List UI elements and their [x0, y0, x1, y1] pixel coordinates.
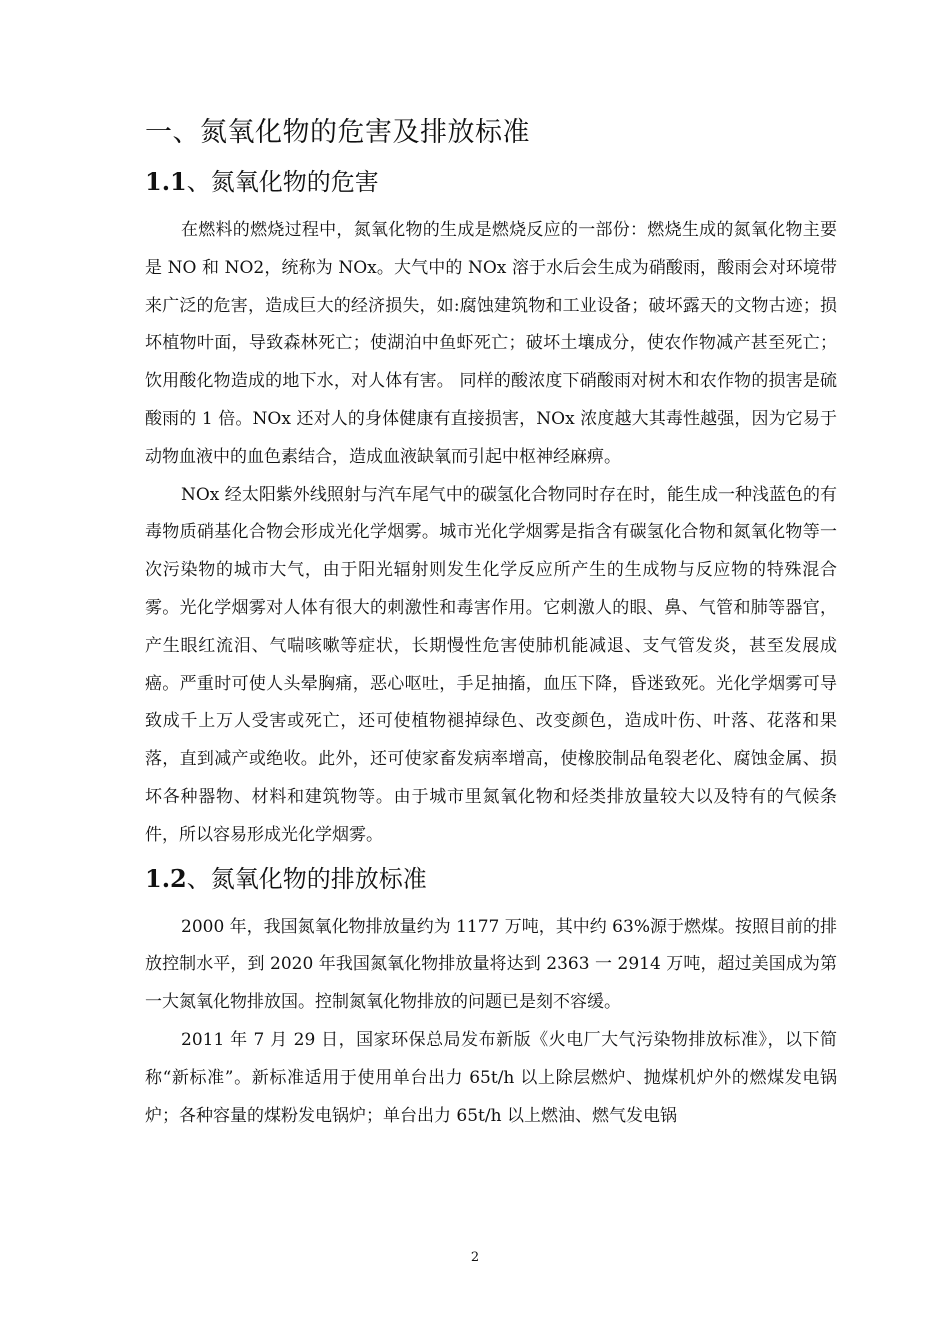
section-heading-1-1 [145, 162, 837, 202]
section-title: 、氮氧化物的排放标准 [186, 864, 427, 893]
body-paragraph: 2011 年 7 月 29 日，国家环保总局发布新版《火电厂大气污染物排放标准》，以下简称“新标准”。新标准适用于使用单台出力 65t/h 以上除层燃炉、抛煤机炉外的燃煤发电锅炉；各种容量的煤粉发电锅炉；单台出力 65t/h 以上燃油、燃气发电锅 [145, 1029, 837, 1126]
body-paragraph: 2000 年，我国氮氧化物排放量约为 1177 万吨，其中约 63%源于燃煤。按照目前的排放控制水平，到 2020 年我国氮氧化物排放量将达到 2363 一 2914 万吨，超过美国成为第一大氮氧化物排放国。控制氮氧化物排放的问题已是刻不容缓。 [145, 916, 837, 1013]
chapter-heading: 一、氮氧化物的危害及排放标准 [145, 117, 530, 148]
body-paragraph: 在燃料的燃烧过程中，氮氧化物的生成是燃烧反应的一部份：燃烧生成的氮氧化物主要是 NO 和 NO2，统称为 NOx。大气中的 NOx 溶于水后会生成为硝酸雨，酸雨会对环境带来广泛的危害，造成巨大的经济损失，如:腐蚀建筑物和工业设备；破坏露天的文物古迹；损坏植物叶面，导致森林死亡；使湖泊中鱼虾死亡；破坏土壤成分，使农作物减产甚至死亡；饮用酸化物造成的地下水，对人体有害。 同样的酸浓度下硝酸雨对树木和农作物的损害是硫酸雨的 1 倍。NOx 还对人的身体健康有直接损害，NOx 浓度越大其毒性越强，因为它易于动物血液中的血色素结合，造成血液缺氧而引起中枢神经麻痹。 [145, 220, 837, 467]
section-number: 1.1 [145, 167, 187, 196]
page-content [145, 110, 837, 1135]
body-paragraph: NOx 经太阳紫外线照射与汽车尾气中的碳氢化合物同时存在时，能生成一种浅蓝色的有毒物质硝基化合物会形成光化学烟雾。城市光化学烟雾是指含有碳氢化合物和氮氧化物等一次污染物的城市大气，由于阳光辐射则发生化学反应所产生的生成物与反应物的特殊混合雾。光化学烟雾对人体有很大的刺激性和毒害作用。它刺激人的眼、鼻、气管和肺等器官，产生眼红流泪、气喘咳嗽等症状，长期慢性危害使肺机能减退、支气管发炎，甚至发展成癌。严重时可使人头晕胸痛，恶心呕吐，手足抽搐，血压下降，昏迷致死。光化学烟雾可导致成千上万人受害或死亡，还可使植物褪掉绿色、改变颜色，造成叶伤、叶落、花落和果落，直到减产或绝收。此外，还可使家畜发病率增高，使橡胶制品龟裂老化、腐蚀金属、损坏各种器物、材料和建筑物等。由于城市里氮氧化物和烃类排放量较大以及特有的气候条件，所以容易形成光化学烟雾。 [145, 484, 837, 845]
section-number: 1.2 [145, 863, 187, 893]
section-title: 、氮氧化物的危害 [186, 168, 379, 196]
page-number: 2 [470, 1250, 480, 1265]
section-heading-1-2 [145, 859, 837, 899]
